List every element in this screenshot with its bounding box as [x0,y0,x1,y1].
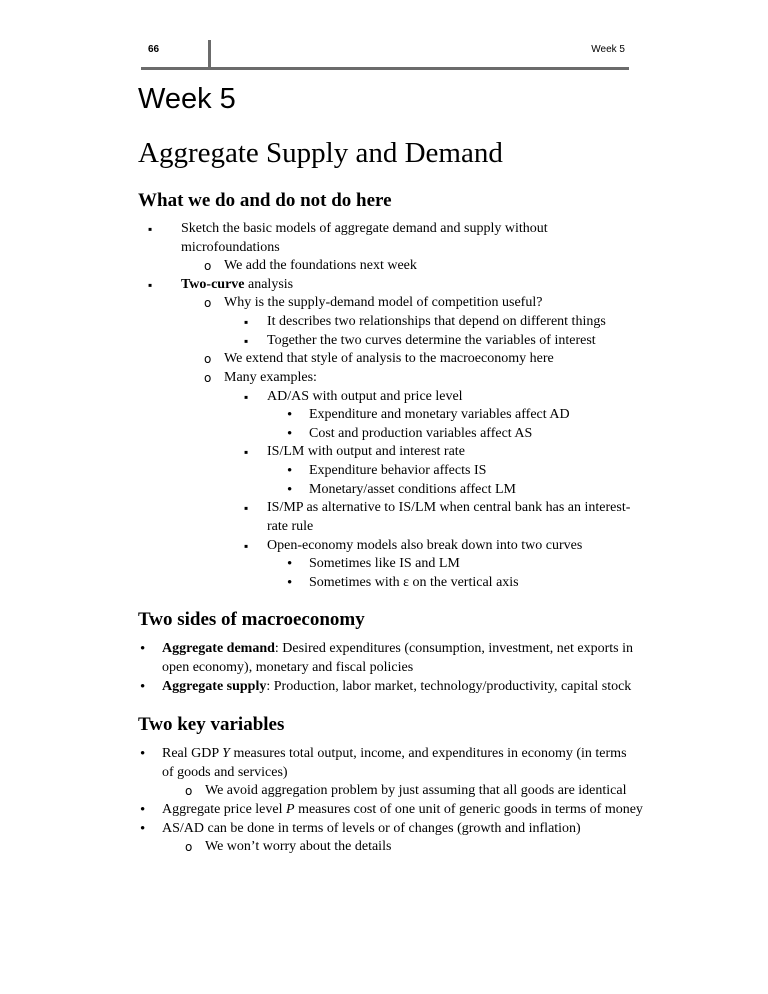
week-title: Week 5 [138,83,236,115]
section-heading-two-key-variables: Two key variables [138,714,285,735]
circle-bullet-icon [204,294,211,312]
section-heading-two-sides: Two sides of macroeconomy [138,609,365,630]
dot-bullet-icon [287,574,292,592]
variable-y: Y [222,746,230,761]
dot-bullet-icon [140,820,145,838]
list-item [181,276,293,294]
bold-term: Aggregate supply [162,679,267,694]
square-bullet-icon [244,388,248,406]
list-item: Sometimes like IS and LM [309,556,460,571]
variable-p: P [286,802,295,817]
list-item-text: Aggregate price level [162,802,286,817]
running-header: Week 5 [591,44,625,55]
page-title: Aggregate Supply and Demand [138,137,503,169]
list-item: Expenditure and monetary variables affect AD [309,407,570,422]
list-item [162,745,627,763]
dot-bullet-icon [287,462,292,480]
bold-term: Two-curve [181,277,245,292]
circle-bullet-icon [185,838,192,856]
list-item-continuation: of goods and services) [162,765,288,780]
list-item [162,801,643,819]
dot-bullet-icon [287,481,292,499]
list-item-continuation: microfoundations [181,240,280,255]
list-item: Expenditure behavior affects IS [309,463,487,478]
list-item-text: : Desired expenditures (consumption, investment, net exports in [274,641,633,656]
square-bullet-icon [148,276,152,294]
list-item: IS/LM with output and interest rate [267,444,465,459]
list-item: Why is the supply-demand model of competition useful? [224,295,543,310]
dot-bullet-icon [287,555,292,573]
list-item: We avoid aggregation problem by just assuming that all goods are identical [205,783,627,798]
list-item: Many examples: [224,370,317,385]
square-bullet-icon [244,537,248,555]
list-item: Together the two curves determine the variables of interest [267,333,596,348]
list-item: Open-economy models also break down into two curves [267,538,583,553]
list-item: Monetary/asset conditions affect LM [309,482,516,497]
header-tick [208,40,211,70]
square-bullet-icon [244,499,248,517]
list-item: We add the foundations next week [224,258,417,273]
list-item-text: Real GDP [162,746,223,761]
section-heading-what-we-do: What we do and do not do here [138,190,392,211]
circle-bullet-icon [204,350,211,368]
list-item: IS/MP as alternative to IS/LM when central bank has an interest- [267,500,631,515]
dot-bullet-icon [140,801,145,819]
bold-term: Aggregate demand [162,641,275,656]
list-item: AD/AS with output and price level [267,389,463,404]
square-bullet-icon [244,443,248,461]
header-rule [141,67,629,70]
dot-bullet-icon [287,425,292,443]
list-item [162,640,633,658]
list-item: It describes two relationships that depend on different things [267,314,606,329]
circle-bullet-icon [185,782,192,800]
list-item: Sometimes with ε on the vertical axis [309,575,519,590]
list-item-text: measures cost of one unit of generic goods in terms of money [294,802,643,817]
square-bullet-icon [244,313,248,331]
list-item-text: : Production, labor market, technology/productivity, capital stock [266,679,632,694]
list-item: We extend that style of analysis to the macroeconomy here [224,351,554,366]
square-bullet-icon [244,332,248,350]
dot-bullet-icon [140,640,145,658]
list-item: Cost and production variables affect AS [309,426,533,441]
list-item [162,678,631,696]
list-item: We won’t worry about the details [205,839,392,854]
page-number: 66 [148,44,160,55]
square-bullet-icon [148,220,152,238]
dot-bullet-icon [140,678,145,696]
list-item-text: measures total output, income, and expenditures in economy (in terms [229,746,627,761]
list-item-text: analysis [244,277,294,292]
circle-bullet-icon [204,257,211,275]
dot-bullet-icon [140,745,145,763]
dot-bullet-icon [287,406,292,424]
list-item: AS/AD can be done in terms of levels or of changes (growth and inflation) [162,821,581,836]
list-item-continuation: rate rule [267,519,314,534]
list-item: Sketch the basic models of aggregate demand and supply without [181,221,548,236]
circle-bullet-icon [204,369,211,387]
list-item-continuation: open economy), monetary and fiscal policies [162,660,414,675]
